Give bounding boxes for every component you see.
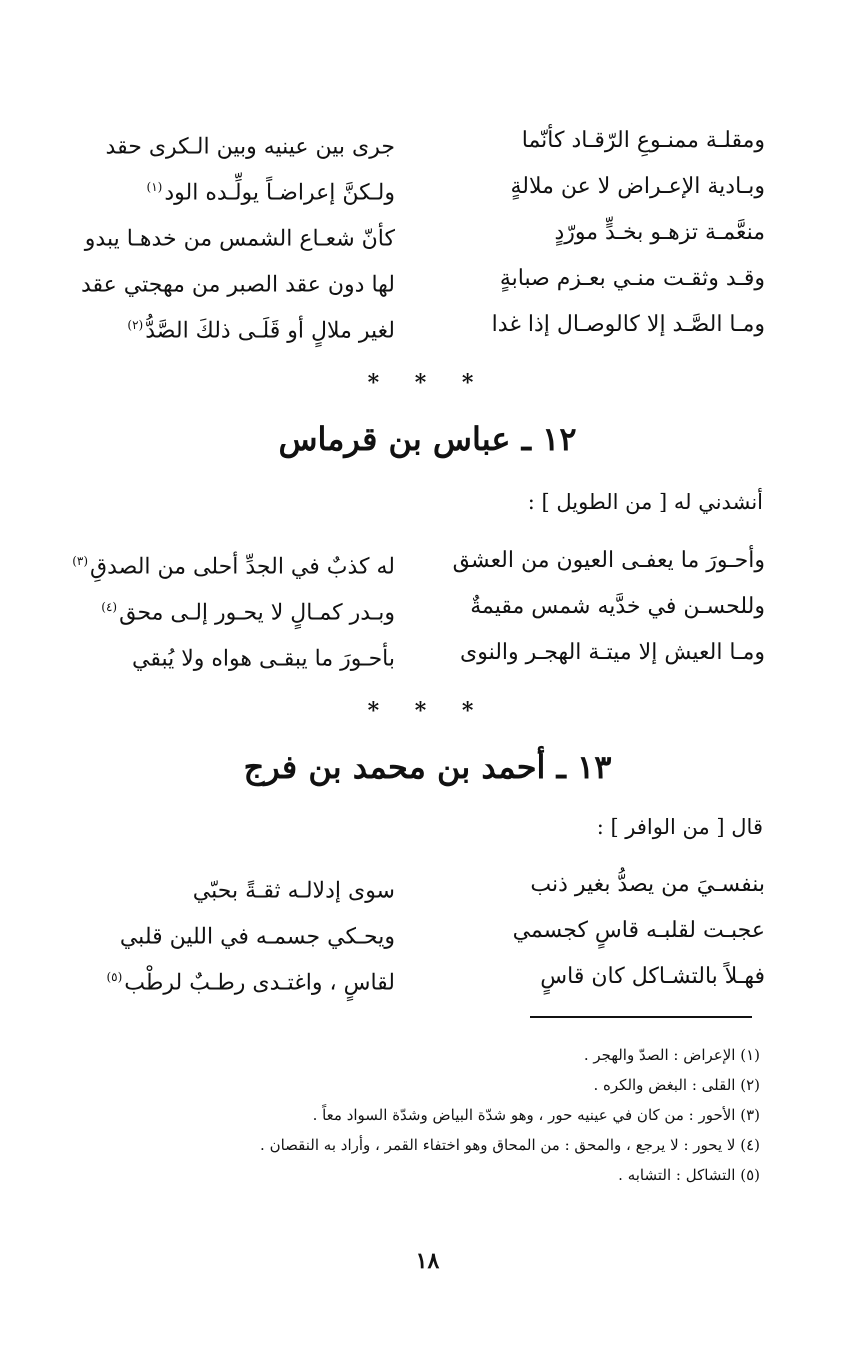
section-13-intro: قال [ من الوافر ] : [596,815,763,839]
verse [55,630,765,676]
verse [55,164,765,210]
footnote: (٤) لا يحور : لا يرجع ، والمحق : من المحاق وهو اختفاء القمر ، وأراد به النقصان . [260,1136,760,1154]
second-hemistich: له كذبٌ في الجدِّ أحلى من الصدقِ$^{(٣)}$ [72,554,395,580]
second-hemistich: وبـدر كمـالٍ لا يحـور إلـى محق$^{(٤)}$ [101,600,395,626]
footnote-marker: (٤) [101,600,118,614]
verse [55,862,765,908]
section-12-title: ١٢ ـ عباس بن قرماس [278,420,577,458]
footnote-marker: (٥) [106,970,123,984]
section-13-title: ١٣ ـ أحمد بن محمد بن فرج [243,748,612,786]
footnote: (٣) الأحور : من كان في عينيه حور ، وهو شدّة البياض وشدّة السواد معاً . [312,1106,760,1124]
first-hemistich: منعَّمـة تزهـو بخـدٍّ مورّدٍ [554,220,765,245]
poem-12 [55,538,765,676]
poem-1 [55,118,765,348]
second-hemistich: كأنّ شعـاع الشمس من خدهـا يبدو [84,226,395,252]
section-separator: * * * [367,698,488,724]
footnote: (٥) التشاكل : التشابه . [618,1166,760,1184]
second-hemistich: ويحـكي جسمـه في اللين قلبي [119,924,395,950]
second-hemistich: سوى إدلالـه ثقـةً بحبّي [192,878,395,904]
verse [55,118,765,164]
poem-13 [55,862,765,1000]
verse [55,908,765,954]
verse [55,538,765,584]
section-12-intro: أنشدني له [ من الطويل ] : [527,490,763,514]
footnotes [110,1040,760,1190]
section-separator: * * * [367,370,488,396]
first-hemistich: ومقلـة ممنـوعِ الرّقـاد كأنّما [521,128,765,153]
footnote-marker: (٣) [72,554,89,568]
verse [55,954,765,1000]
second-hemistich: جرى بين عينيه وبين الـكرى حقد [105,134,395,160]
footnote-marker: (١) [146,180,163,194]
verse [55,256,765,302]
verse [55,210,765,256]
first-hemistich: فهـلاً بالتشـاكل كان قاسٍ [540,964,765,989]
page-number: ١٨ [415,1248,440,1274]
second-hemistich: لها دون عقد الصبر من مهجتي عقد [81,272,395,298]
footnote: (١) الإعراض : الصدّ والهجر . [583,1046,760,1064]
first-hemistich: بنفسـيَ من يصدُّ بغير ذنب [530,872,765,897]
footnote: (٢) القلى : البغض والكره . [593,1076,760,1094]
first-hemistich: وقـد وثقـت منـي بعـزم صبابةٍ [499,266,765,291]
first-hemistich: ومـا العيش إلا ميتـة الهجـر والنوى [459,640,765,665]
footnote-marker: (٢) [127,318,144,332]
second-hemistich: لقاسٍ ، واغتـدى رطـبٌ لرطْب$^{(٥)}$ [106,970,395,996]
second-hemistich: لغير ملالٍ أو قَلَـى ذلكَ الصَّدُّ$^{(٢)}$ [127,318,395,344]
footnote-divider [530,1016,752,1018]
first-hemistich: وللحسـن في خدَّيه شمس مقيمةٌ [470,594,765,619]
verse [55,302,765,348]
first-hemistich: وبـادية الإعـراض لا عن ملالةٍ [510,174,765,199]
verse [55,584,765,630]
first-hemistich: ومـا الصَّـد إلا كالوصـال إذا غدا [491,312,765,337]
first-hemistich: وأحـورَ ما يعفـى العيون من العشق [452,548,765,573]
second-hemistich: بأحـورَ ما يبقـى هواه ولا يُبقي [132,646,395,672]
second-hemistich: ولـكنَّ إعراضـاً يولِّـده الود$^{(١)}$ [146,180,395,206]
first-hemistich: عجبـت لقلبـه قاسٍ كجسمي [512,918,765,943]
